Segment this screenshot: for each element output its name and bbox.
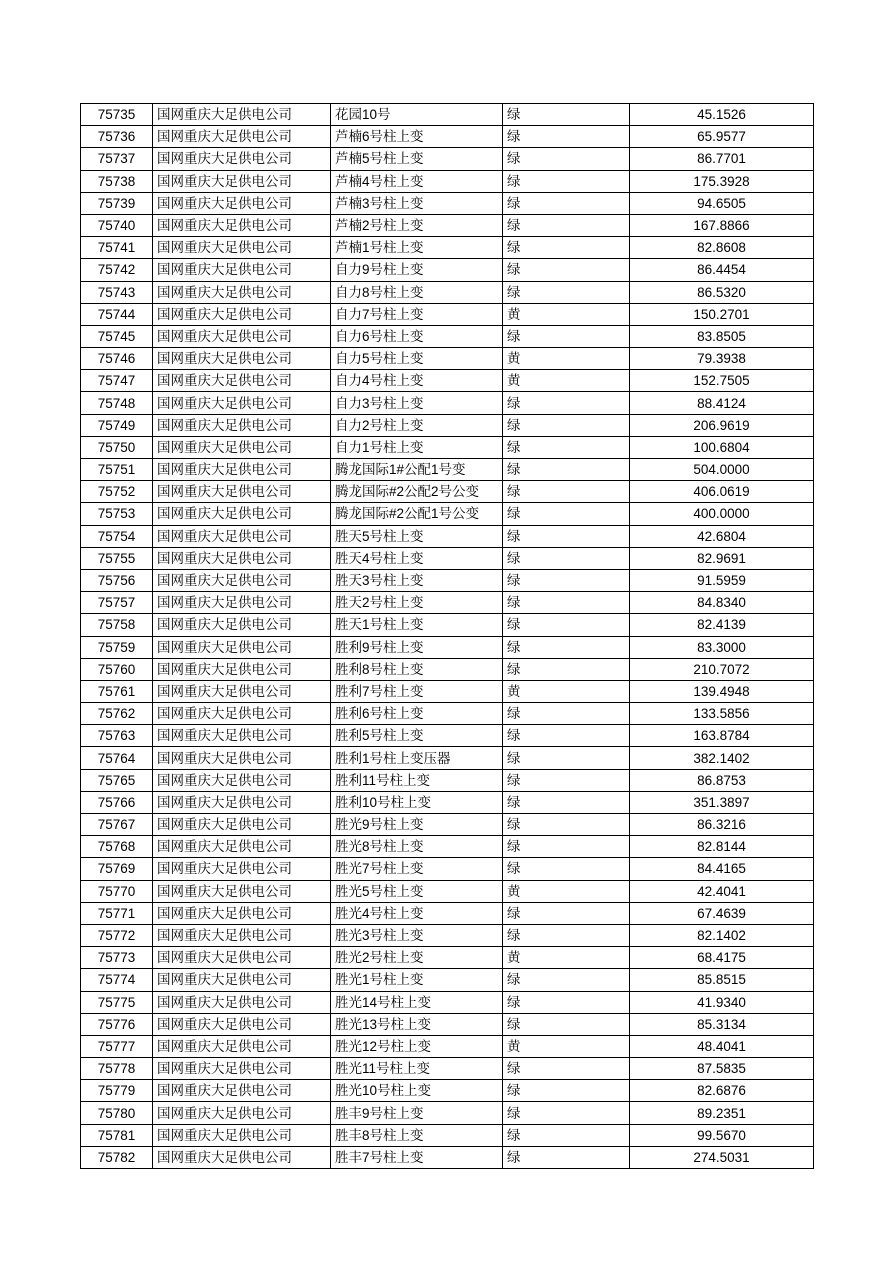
cell-device-name: 胜光14号柱上变 — [331, 991, 503, 1013]
cell-value: 85.8515 — [630, 969, 814, 991]
cell-device-name: 芦楠6号柱上变 — [331, 126, 503, 148]
cell-value: 79.3938 — [630, 348, 814, 370]
cell-id: 75760 — [81, 658, 153, 680]
cell-id: 75764 — [81, 747, 153, 769]
cell-color-level: 绿 — [503, 148, 630, 170]
cell-value: 86.8753 — [630, 769, 814, 791]
table-row — [81, 858, 814, 880]
cell-value: 167.8866 — [630, 214, 814, 236]
cell-value: 68.4175 — [630, 947, 814, 969]
cell-org: 国网重庆大足供电公司 — [153, 237, 331, 259]
cell-id: 75778 — [81, 1058, 153, 1080]
cell-color-level: 绿 — [503, 969, 630, 991]
cell-value: 382.1402 — [630, 747, 814, 769]
cell-id: 75737 — [81, 148, 153, 170]
cell-id: 75776 — [81, 1013, 153, 1035]
cell-device-name: 腾龙国际1#公配1号变 — [331, 459, 503, 481]
cell-device-name: 胜丰9号柱上变 — [331, 1102, 503, 1124]
cell-id: 75738 — [81, 170, 153, 192]
cell-value: 83.3000 — [630, 636, 814, 658]
data-table-container — [80, 103, 813, 1169]
cell-id: 75782 — [81, 1146, 153, 1168]
cell-device-name: 胜天1号柱上变 — [331, 614, 503, 636]
cell-id: 75775 — [81, 991, 153, 1013]
cell-org: 国网重庆大足供电公司 — [153, 947, 331, 969]
cell-device-name: 芦楠2号柱上变 — [331, 214, 503, 236]
cell-color-level: 绿 — [503, 902, 630, 924]
cell-org: 国网重庆大足供电公司 — [153, 636, 331, 658]
cell-org: 国网重庆大足供电公司 — [153, 481, 331, 503]
cell-id: 75741 — [81, 237, 153, 259]
cell-device-name: 自力3号柱上变 — [331, 392, 503, 414]
cell-org: 国网重庆大足供电公司 — [153, 392, 331, 414]
cell-value: 82.4139 — [630, 614, 814, 636]
cell-device-name: 自力6号柱上变 — [331, 325, 503, 347]
cell-value: 210.7072 — [630, 658, 814, 680]
table-row — [81, 1013, 814, 1035]
cell-id: 75770 — [81, 880, 153, 902]
table-row — [81, 969, 814, 991]
table-row — [81, 725, 814, 747]
cell-device-name: 腾龙国际#2公配1号公变 — [331, 503, 503, 525]
cell-id: 75747 — [81, 370, 153, 392]
cell-color-level: 绿 — [503, 1080, 630, 1102]
cell-color-level: 绿 — [503, 1146, 630, 1168]
cell-color-level: 绿 — [503, 924, 630, 946]
cell-org: 国网重庆大足供电公司 — [153, 658, 331, 680]
cell-id: 75742 — [81, 259, 153, 281]
cell-id: 75772 — [81, 924, 153, 946]
table-row — [81, 370, 814, 392]
cell-org: 国网重庆大足供电公司 — [153, 259, 331, 281]
cell-device-name: 胜天4号柱上变 — [331, 547, 503, 569]
cell-org: 国网重庆大足供电公司 — [153, 1080, 331, 1102]
table-row — [81, 569, 814, 591]
cell-id: 75736 — [81, 126, 153, 148]
cell-id: 75754 — [81, 525, 153, 547]
cell-id: 75751 — [81, 459, 153, 481]
cell-device-name: 胜光10号柱上变 — [331, 1080, 503, 1102]
cell-value: 65.9577 — [630, 126, 814, 148]
cell-device-name: 芦楠5号柱上变 — [331, 148, 503, 170]
cell-org: 国网重庆大足供电公司 — [153, 148, 331, 170]
cell-color-level: 绿 — [503, 1124, 630, 1146]
cell-org: 国网重庆大足供电公司 — [153, 858, 331, 880]
table-row — [81, 747, 814, 769]
cell-color-level: 绿 — [503, 126, 630, 148]
cell-org: 国网重庆大足供电公司 — [153, 991, 331, 1013]
cell-id: 75763 — [81, 725, 153, 747]
table-row — [81, 481, 814, 503]
table-row — [81, 880, 814, 902]
cell-color-level: 绿 — [503, 636, 630, 658]
cell-color-level: 绿 — [503, 747, 630, 769]
table-row — [81, 392, 814, 414]
cell-value: 139.4948 — [630, 680, 814, 702]
table-row — [81, 303, 814, 325]
cell-color-level: 绿 — [503, 791, 630, 813]
cell-device-name: 胜利10号柱上变 — [331, 791, 503, 813]
cell-id: 75769 — [81, 858, 153, 880]
cell-org: 国网重庆大足供电公司 — [153, 126, 331, 148]
cell-org: 国网重庆大足供电公司 — [153, 614, 331, 636]
table-row — [81, 414, 814, 436]
cell-device-name: 胜利8号柱上变 — [331, 658, 503, 680]
table-row — [81, 991, 814, 1013]
cell-device-name: 胜光8号柱上变 — [331, 836, 503, 858]
cell-org: 国网重庆大足供电公司 — [153, 325, 331, 347]
cell-org: 国网重庆大足供电公司 — [153, 503, 331, 525]
cell-value: 351.3897 — [630, 791, 814, 813]
cell-device-name: 胜光12号柱上变 — [331, 1035, 503, 1057]
cell-value: 82.8608 — [630, 237, 814, 259]
cell-value: 82.6876 — [630, 1080, 814, 1102]
cell-value: 163.8784 — [630, 725, 814, 747]
table-row — [81, 281, 814, 303]
cell-color-level: 黄 — [503, 1035, 630, 1057]
cell-color-level: 绿 — [503, 769, 630, 791]
cell-org: 国网重庆大足供电公司 — [153, 436, 331, 458]
table-row — [81, 170, 814, 192]
cell-id: 75745 — [81, 325, 153, 347]
cell-color-level: 绿 — [503, 459, 630, 481]
cell-value: 83.8505 — [630, 325, 814, 347]
table-row — [81, 1058, 814, 1080]
cell-value: 206.9619 — [630, 414, 814, 436]
cell-color-level: 绿 — [503, 1013, 630, 1035]
table-body — [81, 104, 814, 1169]
cell-device-name: 胜光4号柱上变 — [331, 902, 503, 924]
cell-value: 406.0619 — [630, 481, 814, 503]
table-row — [81, 237, 814, 259]
cell-id: 75765 — [81, 769, 153, 791]
cell-id: 75755 — [81, 547, 153, 569]
cell-id: 75753 — [81, 503, 153, 525]
cell-value: 91.5959 — [630, 569, 814, 591]
cell-device-name: 胜光11号柱上变 — [331, 1058, 503, 1080]
cell-org: 国网重庆大足供电公司 — [153, 791, 331, 813]
cell-id: 75756 — [81, 569, 153, 591]
cell-value: 86.5320 — [630, 281, 814, 303]
cell-id: 75767 — [81, 814, 153, 836]
table-row — [81, 592, 814, 614]
cell-device-name: 自力5号柱上变 — [331, 348, 503, 370]
cell-org: 国网重庆大足供电公司 — [153, 170, 331, 192]
cell-org: 国网重庆大足供电公司 — [153, 104, 331, 126]
cell-color-level: 绿 — [503, 325, 630, 347]
cell-value: 88.4124 — [630, 392, 814, 414]
cell-value: 86.7701 — [630, 148, 814, 170]
table-row — [81, 214, 814, 236]
table-row — [81, 902, 814, 924]
cell-id: 75759 — [81, 636, 153, 658]
table-row — [81, 614, 814, 636]
cell-color-level: 绿 — [503, 104, 630, 126]
table-row — [81, 658, 814, 680]
cell-color-level: 绿 — [503, 569, 630, 591]
cell-org: 国网重庆大足供电公司 — [153, 214, 331, 236]
cell-value: 42.6804 — [630, 525, 814, 547]
table-row — [81, 436, 814, 458]
cell-color-level: 黄 — [503, 947, 630, 969]
cell-value: 274.5031 — [630, 1146, 814, 1168]
cell-device-name: 胜利6号柱上变 — [331, 703, 503, 725]
table-row — [81, 503, 814, 525]
cell-id: 75748 — [81, 392, 153, 414]
cell-id: 75758 — [81, 614, 153, 636]
cell-color-level: 绿 — [503, 481, 630, 503]
cell-org: 国网重庆大足供电公司 — [153, 370, 331, 392]
cell-device-name: 胜光5号柱上变 — [331, 880, 503, 902]
cell-id: 75740 — [81, 214, 153, 236]
cell-device-name: 自力7号柱上变 — [331, 303, 503, 325]
cell-org: 国网重庆大足供电公司 — [153, 769, 331, 791]
cell-org: 国网重庆大足供电公司 — [153, 880, 331, 902]
table-row — [81, 814, 814, 836]
cell-org: 国网重庆大足供电公司 — [153, 525, 331, 547]
cell-value: 175.3928 — [630, 170, 814, 192]
cell-value: 99.5670 — [630, 1124, 814, 1146]
cell-color-level: 绿 — [503, 192, 630, 214]
cell-device-name: 胜利5号柱上变 — [331, 725, 503, 747]
table-row — [81, 148, 814, 170]
cell-org: 国网重庆大足供电公司 — [153, 592, 331, 614]
cell-value: 48.4041 — [630, 1035, 814, 1057]
cell-id: 75781 — [81, 1124, 153, 1146]
cell-value: 133.5856 — [630, 703, 814, 725]
cell-device-name: 腾龙国际#2公配2号公变 — [331, 481, 503, 503]
cell-value: 67.4639 — [630, 902, 814, 924]
table-row — [81, 791, 814, 813]
cell-id: 75780 — [81, 1102, 153, 1124]
cell-value: 86.4454 — [630, 259, 814, 281]
cell-id: 75774 — [81, 969, 153, 991]
cell-org: 国网重庆大足供电公司 — [153, 348, 331, 370]
cell-color-level: 黄 — [503, 303, 630, 325]
cell-color-level: 绿 — [503, 814, 630, 836]
cell-org: 国网重庆大足供电公司 — [153, 192, 331, 214]
cell-value: 82.1402 — [630, 924, 814, 946]
cell-device-name: 自力2号柱上变 — [331, 414, 503, 436]
cell-value: 45.1526 — [630, 104, 814, 126]
cell-id: 75768 — [81, 836, 153, 858]
cell-org: 国网重庆大足供电公司 — [153, 547, 331, 569]
table-row — [81, 636, 814, 658]
equipment-table — [80, 103, 814, 1169]
table-row — [81, 703, 814, 725]
cell-id: 75735 — [81, 104, 153, 126]
cell-color-level: 绿 — [503, 259, 630, 281]
table-row — [81, 126, 814, 148]
cell-color-level: 绿 — [503, 503, 630, 525]
cell-id: 75739 — [81, 192, 153, 214]
cell-device-name: 自力8号柱上变 — [331, 281, 503, 303]
cell-device-name: 胜利9号柱上变 — [331, 636, 503, 658]
cell-color-level: 绿 — [503, 1058, 630, 1080]
cell-device-name: 自力4号柱上变 — [331, 370, 503, 392]
cell-device-name: 胜光2号柱上变 — [331, 947, 503, 969]
cell-color-level: 绿 — [503, 991, 630, 1013]
table-row — [81, 192, 814, 214]
cell-org: 国网重庆大足供电公司 — [153, 924, 331, 946]
cell-color-level: 绿 — [503, 237, 630, 259]
cell-value: 82.8144 — [630, 836, 814, 858]
table-row — [81, 348, 814, 370]
cell-id: 75743 — [81, 281, 153, 303]
cell-device-name: 胜光3号柱上变 — [331, 924, 503, 946]
cell-device-name: 胜光7号柱上变 — [331, 858, 503, 880]
cell-org: 国网重庆大足供电公司 — [153, 1124, 331, 1146]
cell-org: 国网重庆大足供电公司 — [153, 836, 331, 858]
cell-color-level: 绿 — [503, 414, 630, 436]
cell-color-level: 绿 — [503, 858, 630, 880]
cell-org: 国网重庆大足供电公司 — [153, 747, 331, 769]
cell-color-level: 绿 — [503, 392, 630, 414]
cell-device-name: 芦楠4号柱上变 — [331, 170, 503, 192]
cell-id: 75744 — [81, 303, 153, 325]
cell-value: 504.0000 — [630, 459, 814, 481]
cell-color-level: 绿 — [503, 703, 630, 725]
cell-org: 国网重庆大足供电公司 — [153, 1013, 331, 1035]
cell-device-name: 胜光13号柱上变 — [331, 1013, 503, 1035]
cell-device-name: 芦楠1号柱上变 — [331, 237, 503, 259]
cell-id: 75750 — [81, 436, 153, 458]
table-row — [81, 1146, 814, 1168]
cell-id: 75773 — [81, 947, 153, 969]
cell-id: 75757 — [81, 592, 153, 614]
cell-org: 国网重庆大足供电公司 — [153, 725, 331, 747]
table-row — [81, 836, 814, 858]
table-row — [81, 924, 814, 946]
cell-id: 75766 — [81, 791, 153, 813]
table-row — [81, 259, 814, 281]
cell-device-name: 胜丰8号柱上变 — [331, 1124, 503, 1146]
cell-color-level: 绿 — [503, 836, 630, 858]
cell-device-name: 胜光1号柱上变 — [331, 969, 503, 991]
cell-color-level: 绿 — [503, 1102, 630, 1124]
cell-org: 国网重庆大足供电公司 — [153, 814, 331, 836]
cell-device-name: 胜利11号柱上变 — [331, 769, 503, 791]
table-row — [81, 769, 814, 791]
cell-color-level: 黄 — [503, 348, 630, 370]
cell-device-name: 花园10号 — [331, 104, 503, 126]
cell-value: 84.4165 — [630, 858, 814, 880]
cell-color-level: 绿 — [503, 281, 630, 303]
cell-color-level: 绿 — [503, 170, 630, 192]
table-row — [81, 1035, 814, 1057]
cell-org: 国网重庆大足供电公司 — [153, 281, 331, 303]
table-row — [81, 525, 814, 547]
cell-id: 75762 — [81, 703, 153, 725]
cell-device-name: 胜天3号柱上变 — [331, 569, 503, 591]
cell-device-name: 自力9号柱上变 — [331, 259, 503, 281]
cell-value: 400.0000 — [630, 503, 814, 525]
cell-device-name: 胜光9号柱上变 — [331, 814, 503, 836]
table-row — [81, 325, 814, 347]
cell-value: 84.8340 — [630, 592, 814, 614]
cell-org: 国网重庆大足供电公司 — [153, 459, 331, 481]
cell-id: 75777 — [81, 1035, 153, 1057]
cell-value: 82.9691 — [630, 547, 814, 569]
cell-id: 75779 — [81, 1080, 153, 1102]
cell-device-name: 胜利7号柱上变 — [331, 680, 503, 702]
cell-org: 国网重庆大足供电公司 — [153, 414, 331, 436]
cell-color-level: 绿 — [503, 436, 630, 458]
cell-id: 75761 — [81, 680, 153, 702]
cell-color-level: 绿 — [503, 214, 630, 236]
cell-value: 42.4041 — [630, 880, 814, 902]
cell-color-level: 绿 — [503, 658, 630, 680]
table-row — [81, 1080, 814, 1102]
table-row — [81, 1102, 814, 1124]
cell-org: 国网重庆大足供电公司 — [153, 680, 331, 702]
table-row — [81, 459, 814, 481]
cell-org: 国网重庆大足供电公司 — [153, 1146, 331, 1168]
cell-value: 86.3216 — [630, 814, 814, 836]
cell-value: 152.7505 — [630, 370, 814, 392]
cell-device-name: 自力1号柱上变 — [331, 436, 503, 458]
cell-id: 75771 — [81, 902, 153, 924]
cell-org: 国网重庆大足供电公司 — [153, 1102, 331, 1124]
cell-org: 国网重庆大足供电公司 — [153, 969, 331, 991]
cell-value: 94.6505 — [630, 192, 814, 214]
cell-color-level: 绿 — [503, 547, 630, 569]
cell-id: 75749 — [81, 414, 153, 436]
cell-value: 89.2351 — [630, 1102, 814, 1124]
table-row — [81, 947, 814, 969]
table-row — [81, 680, 814, 702]
cell-org: 国网重庆大足供电公司 — [153, 1035, 331, 1057]
table-row — [81, 1124, 814, 1146]
cell-value: 150.2701 — [630, 303, 814, 325]
cell-device-name: 胜丰7号柱上变 — [331, 1146, 503, 1168]
cell-color-level: 黄 — [503, 370, 630, 392]
cell-org: 国网重庆大足供电公司 — [153, 703, 331, 725]
cell-device-name: 胜天5号柱上变 — [331, 525, 503, 547]
cell-device-name: 胜利1号柱上变压器 — [331, 747, 503, 769]
cell-value: 87.5835 — [630, 1058, 814, 1080]
cell-value: 85.3134 — [630, 1013, 814, 1035]
cell-device-name: 胜天2号柱上变 — [331, 592, 503, 614]
cell-color-level: 黄 — [503, 880, 630, 902]
cell-value: 41.9340 — [630, 991, 814, 1013]
cell-color-level: 绿 — [503, 725, 630, 747]
cell-org: 国网重庆大足供电公司 — [153, 303, 331, 325]
cell-org: 国网重庆大足供电公司 — [153, 902, 331, 924]
cell-color-level: 黄 — [503, 680, 630, 702]
cell-id: 75752 — [81, 481, 153, 503]
cell-device-name: 芦楠3号柱上变 — [331, 192, 503, 214]
cell-color-level: 绿 — [503, 525, 630, 547]
cell-org: 国网重庆大足供电公司 — [153, 1058, 331, 1080]
cell-value: 100.6804 — [630, 436, 814, 458]
cell-org: 国网重庆大足供电公司 — [153, 569, 331, 591]
table-row — [81, 104, 814, 126]
cell-id: 75746 — [81, 348, 153, 370]
cell-color-level: 绿 — [503, 592, 630, 614]
table-row — [81, 547, 814, 569]
cell-color-level: 绿 — [503, 614, 630, 636]
